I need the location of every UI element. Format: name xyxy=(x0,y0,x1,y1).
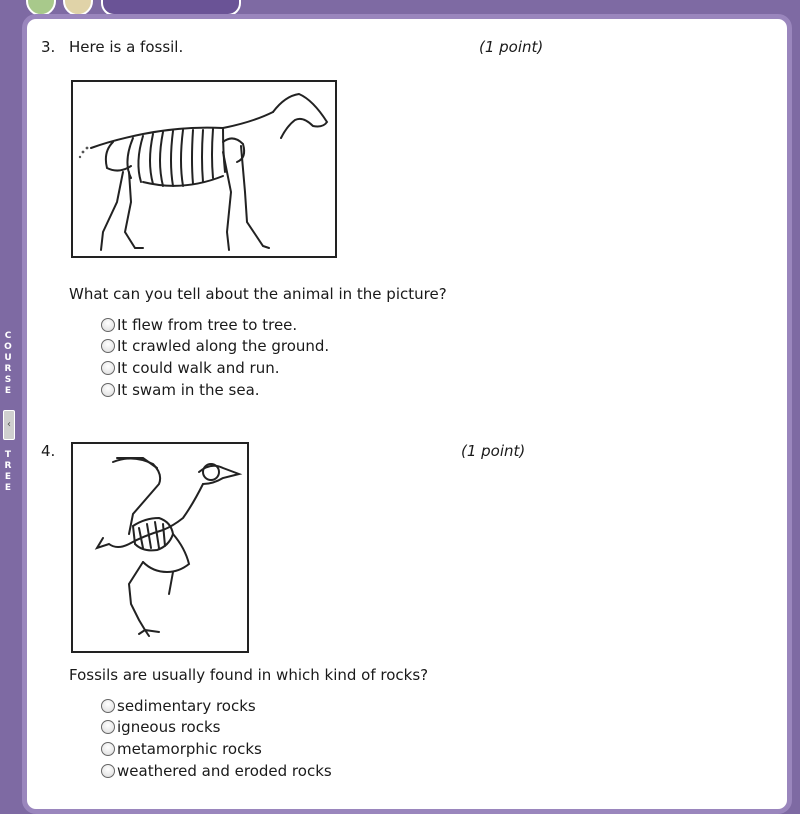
question-4-points: (1 point) xyxy=(461,442,526,460)
sidebar-label-course: C O U R S E xyxy=(4,331,12,396)
question-content xyxy=(22,14,792,801)
question-4-option[interactable] xyxy=(101,695,332,717)
bird-skeleton-image xyxy=(71,442,249,653)
question-3-option[interactable] xyxy=(101,379,329,401)
option-label: weathered and eroded rocks xyxy=(117,761,332,780)
radio-button[interactable] xyxy=(101,742,115,756)
question-4-prompt: Fossils are usually found in which kind of rocks? xyxy=(69,666,429,684)
option-label: metamorphic rocks xyxy=(117,739,262,758)
sidebar-collapse-toggle[interactable]: ‹ xyxy=(3,410,15,440)
radio-button[interactable] xyxy=(101,361,115,375)
question-3-option[interactable] xyxy=(101,336,329,358)
option-label: igneous rocks xyxy=(117,718,221,737)
course-tree-sidebar[interactable] xyxy=(0,14,16,801)
bird-skeleton-icon xyxy=(73,444,247,651)
question-3-option[interactable] xyxy=(101,314,329,336)
question-3-text: Here is a fossil. xyxy=(69,38,184,56)
radio-button[interactable] xyxy=(101,318,115,332)
radio-button[interactable] xyxy=(101,339,115,353)
horse-skeleton-image xyxy=(71,80,337,258)
radio-button[interactable] xyxy=(101,383,115,397)
question-4-options xyxy=(101,695,332,781)
radio-button[interactable] xyxy=(101,764,115,778)
option-label: sedimentary rocks xyxy=(117,696,256,715)
horse-skeleton-icon xyxy=(73,82,335,256)
question-3-prompt: What can you tell about the animal in the picture? xyxy=(69,285,447,303)
question-3-points: (1 point) xyxy=(479,38,544,56)
option-label: It flew from tree to tree. xyxy=(117,315,298,334)
question-4-option[interactable] xyxy=(101,738,332,760)
question-4-option[interactable] xyxy=(101,717,332,739)
option-label: It swam in the sea. xyxy=(117,380,260,399)
top-toolbar xyxy=(0,0,800,14)
question-3-options xyxy=(101,314,329,400)
radio-button[interactable] xyxy=(101,720,115,734)
question-3-number: 3. xyxy=(41,38,56,56)
question-4-number: 4. xyxy=(41,442,56,460)
radio-button[interactable] xyxy=(101,699,115,713)
sidebar-label-tree: T R E E xyxy=(4,450,12,493)
option-label: It crawled along the ground. xyxy=(117,337,330,356)
option-label: It could walk and run. xyxy=(117,358,280,377)
question-4-option[interactable] xyxy=(101,760,332,782)
question-3-option[interactable] xyxy=(101,357,329,379)
